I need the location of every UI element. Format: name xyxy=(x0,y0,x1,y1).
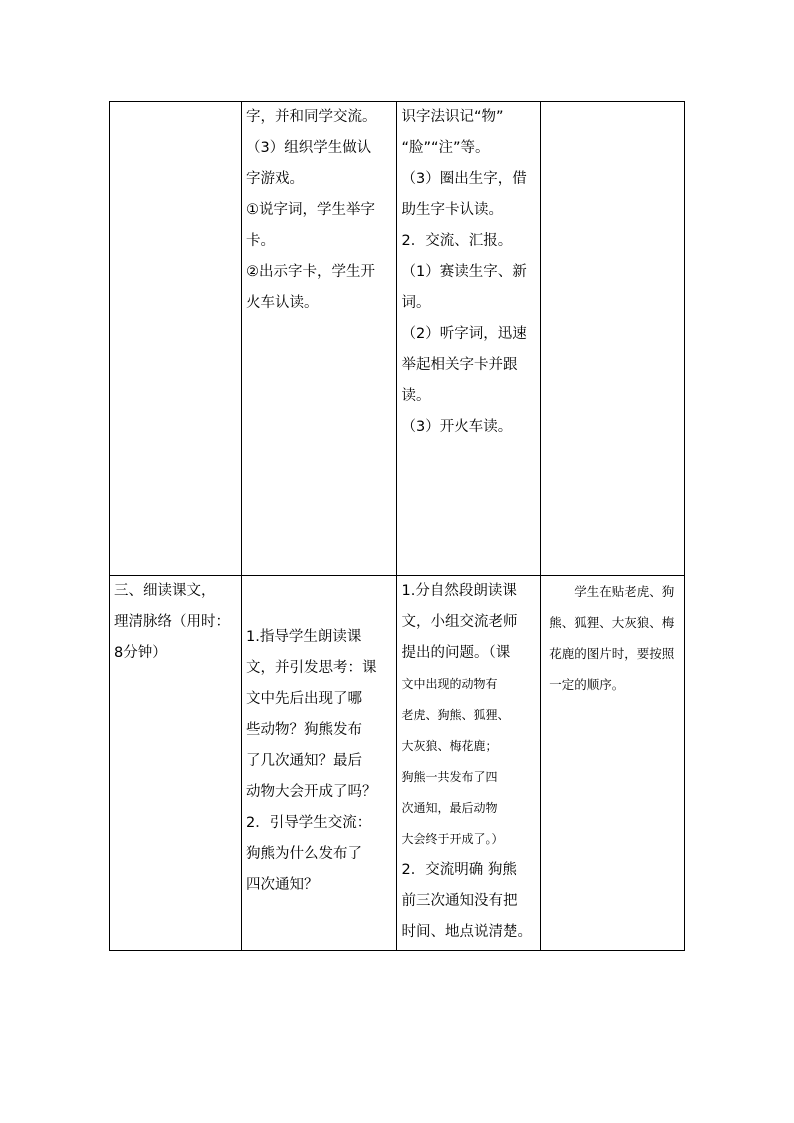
table-row xyxy=(110,102,685,576)
student-activity-cell xyxy=(397,102,541,576)
text-line: 识字法识记“物” xyxy=(401,109,504,125)
text-line: （3）开火车读。 xyxy=(401,419,513,435)
text-line: 时间、地点说清楚。 xyxy=(401,924,532,940)
text-line: 1.指导学生朗读课 xyxy=(246,629,362,645)
text-line: 大会终于开成了。） xyxy=(401,832,504,846)
text-line: ①说字词，学生举字 xyxy=(246,202,376,218)
teacher-activity-cell xyxy=(242,102,397,576)
text-line: 大灰狼、梅花鹿； xyxy=(401,739,498,753)
text-line: 理清脉络（用时： xyxy=(114,614,230,630)
text-line: 2．引导学生交流： xyxy=(246,815,372,831)
text-line: 2．交流、汇报。 xyxy=(401,233,513,249)
table-row xyxy=(110,576,685,951)
text-line: （2）听字词，迅速 xyxy=(401,326,527,342)
text-line: 卡。 xyxy=(246,233,276,249)
stage-cell xyxy=(110,102,242,576)
text-line: 8分钟） xyxy=(114,645,167,661)
text-line: 文中先后出现了哪 xyxy=(246,691,363,707)
text-line: 文，小组交流老师 xyxy=(401,614,518,630)
text-line: 1.分自然段朗读课 xyxy=(401,583,517,599)
text-line: 文，并引发思考：课 xyxy=(246,660,377,676)
text-line: 动物大会开成了吗？ xyxy=(246,784,377,800)
text-line: 举起相关字卡并跟 xyxy=(401,357,518,373)
text-line: 字，并和同学交流。 xyxy=(246,109,377,125)
text-line: 狗熊为什么发布了 xyxy=(246,846,363,862)
text-line: 些动物？狗熊发布 xyxy=(246,722,363,738)
text-line: 助生字卡认读。 xyxy=(401,202,503,218)
notes-cell xyxy=(541,576,685,951)
stage-cell xyxy=(110,576,242,951)
text-line: 前三次通知没有把 xyxy=(401,893,518,909)
text-line: （1）赛读生字、新 xyxy=(401,264,527,280)
text-line: （3）组织学生做认 xyxy=(246,140,372,156)
text-line: 老虎、狗熊、狐狸、 xyxy=(401,708,510,722)
teacher-activity-cell xyxy=(242,576,397,951)
text-line: 三、细读课文， xyxy=(114,583,216,599)
text-line: 文中出现的动物有 xyxy=(401,677,498,691)
text-line: 次通知，最后动物 xyxy=(401,801,498,815)
text-line: 词。 xyxy=(401,295,431,311)
text-line: 了几次通知？最后 xyxy=(246,753,363,769)
text-line: （3）圈出生字，借 xyxy=(401,171,527,187)
text-line: ②出示字卡，学生开 xyxy=(246,264,376,280)
text-line: 字游戏。 xyxy=(246,171,305,187)
student-activity-cell xyxy=(397,576,541,951)
text-line: 火车认读。 xyxy=(246,295,319,311)
notes-cell xyxy=(541,102,685,576)
text-line: 四次通知？ xyxy=(246,877,319,893)
lesson-plan-table xyxy=(109,101,685,951)
notes-text: 学生在贴老虎、狗熊、狐狸、大灰狼、梅花鹿的图片时，要按照一定的顺序。 xyxy=(549,584,675,692)
text-line: “脸”“注”等。 xyxy=(401,140,490,156)
text-line: 2．交流明确 狗熊 xyxy=(401,862,517,878)
text-line: 狗熊一共发布了四 xyxy=(401,770,498,784)
text-line: 提出的问题。（课 xyxy=(401,645,511,661)
text-line: 读。 xyxy=(401,388,431,404)
